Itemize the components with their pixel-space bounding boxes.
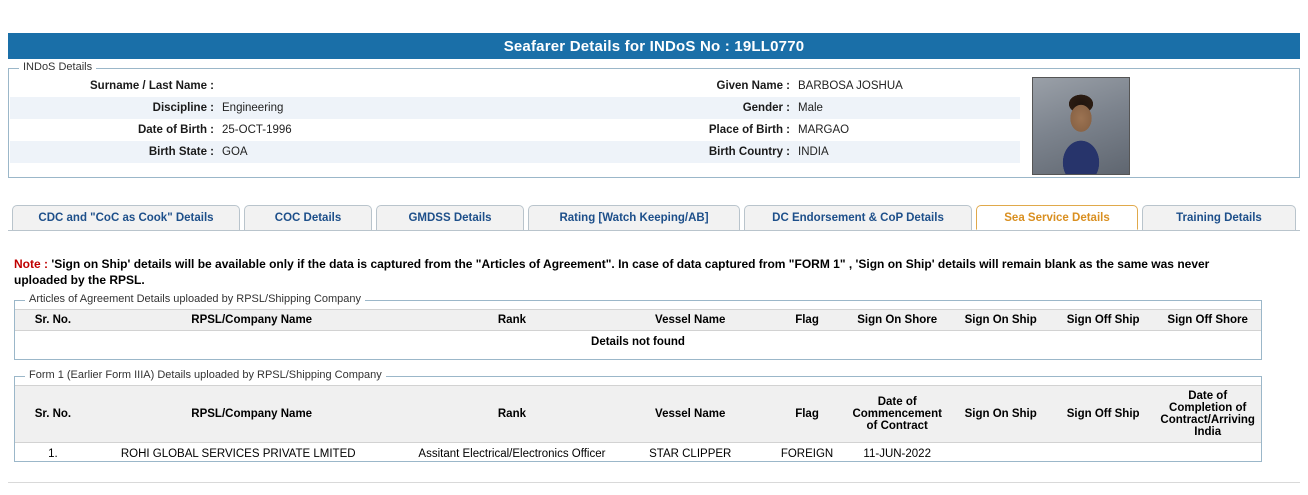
column-company-name: RPSL/Company Name — [91, 310, 413, 331]
tab-rating-watch-keeping[interactable]: Rating [Watch Keeping/AB] — [528, 205, 740, 230]
seafarer-photo — [1032, 77, 1130, 175]
column-sr-no: Sr. No. — [15, 386, 91, 443]
column-sign-off-shore: Sign Off Shore — [1154, 310, 1261, 331]
bottom-divider — [8, 482, 1300, 483]
tab-cdc-coc-as-cook[interactable]: CDC and "CoC as Cook" Details — [12, 205, 240, 230]
surname-value — [218, 75, 646, 97]
page-title: Seafarer Details for INDoS No : 19LL0770 — [8, 33, 1300, 59]
cell-rank: Assitant Electrical/Electronics Officer — [413, 443, 612, 466]
column-date-commencement: Date of Commencement of Contract — [845, 386, 950, 443]
cell-vessel-name: STAR CLIPPER — [611, 443, 769, 466]
tab-gmdss-details[interactable]: GMDSS Details — [376, 205, 524, 230]
cell-date-completion — [1154, 443, 1261, 466]
column-company-name: RPSL/Company Name — [91, 386, 413, 443]
cell-sr-no: 1. — [15, 443, 91, 466]
note-prefix: Note : — [14, 257, 48, 271]
discipline-label: Discipline : — [10, 97, 218, 119]
indos-details-panel — [8, 61, 1300, 178]
column-sign-off-ship: Sign Off Ship — [1052, 310, 1154, 331]
cell-flag: FOREIGN — [769, 443, 845, 466]
note-body: 'Sign on Ship' details will be available only if the data is captured from the "Articles of Agreement". In case of data captured from "FORM 1" , 'Sign on Ship' details will remain blank as the same was never uploaded by the RPSL. — [14, 257, 1210, 287]
gender-value: Male — [794, 97, 1020, 119]
form1-legend: Form 1 (Earlier Form IIIA) Details uploaded by RPSL/Shipping Company — [25, 369, 386, 381]
column-sign-on-shore: Sign On Shore — [845, 310, 950, 331]
discipline-value: Engineering — [218, 97, 646, 119]
gender-label: Gender : — [646, 97, 794, 119]
photo-image — [1033, 78, 1129, 174]
column-flag: Flag — [769, 310, 845, 331]
table-row-empty — [15, 331, 1261, 354]
column-vessel-name: Vessel Name — [611, 386, 769, 443]
indos-details-legend: INDoS Details — [19, 61, 96, 73]
birth-country-value: INDIA — [794, 141, 1020, 163]
given-name-value: BARBOSA JOSHUA — [798, 80, 903, 92]
tab-training-details[interactable]: Training Details — [1142, 205, 1296, 230]
table-row — [15, 443, 1261, 466]
surname-label: Surname / Last Name : — [90, 80, 214, 92]
form1-table — [15, 385, 1261, 465]
column-sign-off-ship: Sign Off Ship — [1052, 386, 1154, 443]
tab-bar — [8, 205, 1300, 231]
place-of-birth-value: MARGAO — [798, 124, 850, 136]
column-vessel-name: Vessel Name — [611, 310, 769, 331]
table-row — [10, 141, 1020, 163]
column-date-completion: Date of Completion of Contract/Arriving India — [1154, 386, 1261, 443]
cell-company-name: ROHI GLOBAL SERVICES PRIVATE LMITED — [91, 443, 413, 466]
tab-sea-service-details[interactable]: Sea Service Details — [976, 205, 1138, 230]
form1-panel — [14, 369, 1262, 462]
place-of-birth-label: Place of Birth : — [708, 124, 790, 136]
table-row — [10, 97, 1020, 119]
birth-state-label: Birth State : — [10, 141, 218, 163]
empty-message: Details not found — [591, 336, 685, 348]
table-row — [10, 75, 1020, 97]
articles-of-agreement-panel — [14, 293, 1262, 360]
tab-dc-endorsement-cop[interactable]: DC Endorsement & CoP Details — [744, 205, 972, 230]
birth-country-label: Birth Country : — [646, 141, 794, 163]
column-sr-no: Sr. No. — [15, 310, 91, 331]
column-rank: Rank — [413, 310, 612, 331]
note-text — [14, 256, 1262, 288]
date-of-birth-label: Date of Birth : — [137, 124, 214, 136]
column-rank: Rank — [413, 386, 612, 443]
indos-details-table — [10, 75, 1020, 163]
column-flag: Flag — [769, 386, 845, 443]
table-header-row — [15, 386, 1261, 443]
table-header-row — [15, 310, 1261, 331]
column-sign-on-ship: Sign On Ship — [949, 310, 1051, 331]
date-of-birth-value: 25-OCT-1996 — [222, 124, 292, 136]
table-row — [10, 119, 1020, 141]
cell-sign-off-ship — [1052, 443, 1154, 466]
cell-date-commencement: 11-JUN-2022 — [845, 443, 950, 466]
given-name-label: Given Name : — [716, 80, 790, 92]
column-sign-on-ship: Sign On Ship — [949, 386, 1051, 443]
articles-of-agreement-legend: Articles of Agreement Details uploaded by RPSL/Shipping Company — [25, 293, 365, 305]
cell-sign-on-ship — [949, 443, 1051, 466]
articles-of-agreement-table — [15, 309, 1261, 353]
birth-state-value: GOA — [218, 141, 646, 163]
tab-bar-underline — [8, 230, 1300, 231]
tab-coc-details[interactable]: COC Details — [244, 205, 372, 230]
